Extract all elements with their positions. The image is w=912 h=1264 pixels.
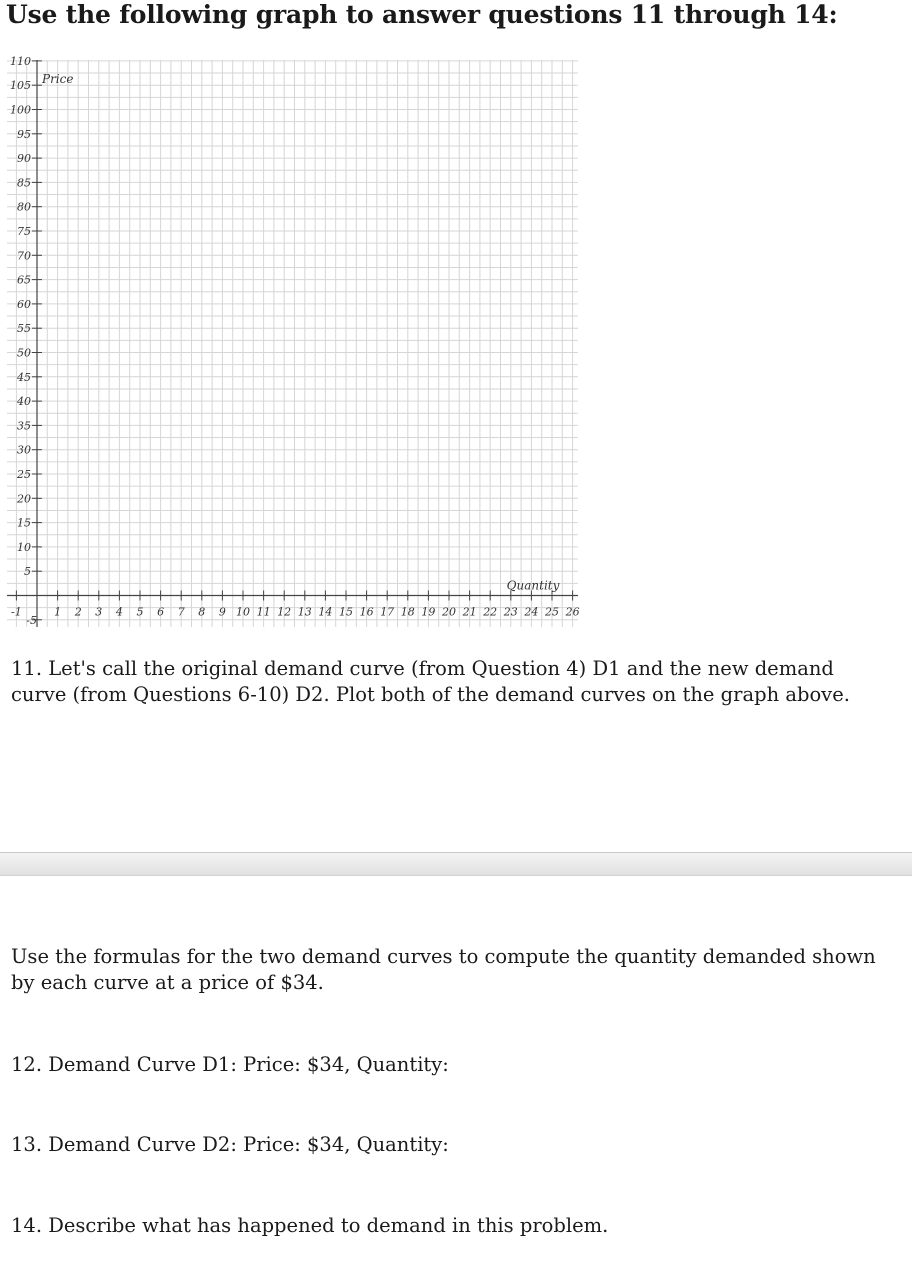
x-tick-label: 9: [218, 605, 226, 619]
x-tick-label: 11: [256, 605, 271, 619]
x-tick-label: 3: [95, 605, 103, 619]
y-tick-label: 45: [17, 370, 31, 384]
x-tick-label: 17: [380, 605, 395, 619]
question-12: 12. Demand Curve D1: Price: $34, Quantity:: [11, 1053, 449, 1076]
y-tick-label: 80: [17, 200, 31, 214]
y-tick-label: 30: [17, 443, 31, 457]
x-tick-label: 13: [297, 605, 312, 619]
instructions-text: Use the formulas for the two demand curves to compute the quantity demanded shown by each curve at a price of $34.: [11, 945, 876, 994]
x-tick-label: 18: [400, 605, 415, 619]
y-tick-label: 40: [17, 395, 31, 409]
y-tick-label: 55: [17, 322, 31, 336]
x-tick-label: 14: [318, 605, 333, 619]
x-tick-label: 26: [565, 605, 580, 619]
y-tick-label: 20: [17, 492, 31, 506]
x-axis-label: Quantity: [506, 578, 560, 593]
graph-grid: [7, 60, 578, 627]
question-13: 13. Demand Curve D2: Price: $34, Quantity:: [11, 1133, 449, 1156]
question-14: 14. Describe what has happened to demand in this problem.: [11, 1214, 609, 1237]
y-tick-label: 110: [10, 54, 31, 68]
x-tick-label: 2: [74, 605, 82, 619]
y-tick-label: 25: [17, 468, 31, 481]
y-tick-label: 5: [24, 565, 31, 579]
x-tick-label: 20: [442, 605, 456, 619]
y-tick-label: 50: [17, 346, 31, 360]
y-tick-label: 90: [17, 152, 31, 166]
y-tick-label: 95: [17, 127, 31, 141]
x-tick-label: 21: [462, 605, 477, 619]
x-tick-label: 12: [277, 605, 292, 619]
x-tick-label: 24: [524, 605, 539, 619]
y-tick-label: 85: [17, 176, 31, 190]
y-tick-label: 15: [17, 516, 31, 530]
x-tick-label: 25: [545, 605, 559, 619]
y-tick-label: 100: [10, 103, 31, 117]
y-tick-label: 65: [17, 273, 31, 287]
x-tick-label: -1: [11, 605, 22, 619]
x-tick-label: 22: [483, 605, 498, 619]
y-tick-label: 35: [17, 419, 31, 433]
graph-axes: [7, 60, 578, 627]
y-tick-label: 75: [17, 225, 31, 238]
price-quantity-graph: [0, 48, 912, 638]
section-divider: [0, 852, 912, 876]
x-tick-label: 1: [54, 605, 62, 619]
y-axis-label: Price: [42, 72, 74, 87]
y-tick-label: 105: [10, 79, 31, 93]
x-tick-label: 4: [115, 605, 123, 619]
x-tick-label: 16: [359, 605, 374, 619]
x-tick-label: 6: [157, 605, 165, 619]
page-heading: Use the following graph to answer questions 11 through 14:: [6, 0, 838, 29]
x-tick-label: 10: [236, 605, 250, 619]
y-tick-label: 60: [17, 297, 31, 311]
x-tick-label: 19: [421, 605, 436, 619]
y-tick-label: 70: [17, 249, 31, 263]
x-tick-label: 15: [339, 605, 353, 619]
y-tick-label: 10: [17, 540, 31, 554]
question-11: 11. Let's call the original demand curve (from Question 4) D1 and the new demand curve (from Questions 6-10) D2. Plot both of the demand curves on the graph above.: [11, 657, 850, 706]
x-tick-label: 23: [503, 605, 518, 619]
y-tick-label: -5: [26, 613, 37, 627]
x-tick-label: 7: [177, 605, 185, 619]
x-tick-label: 8: [198, 605, 206, 619]
x-tick-label: 5: [136, 605, 144, 619]
